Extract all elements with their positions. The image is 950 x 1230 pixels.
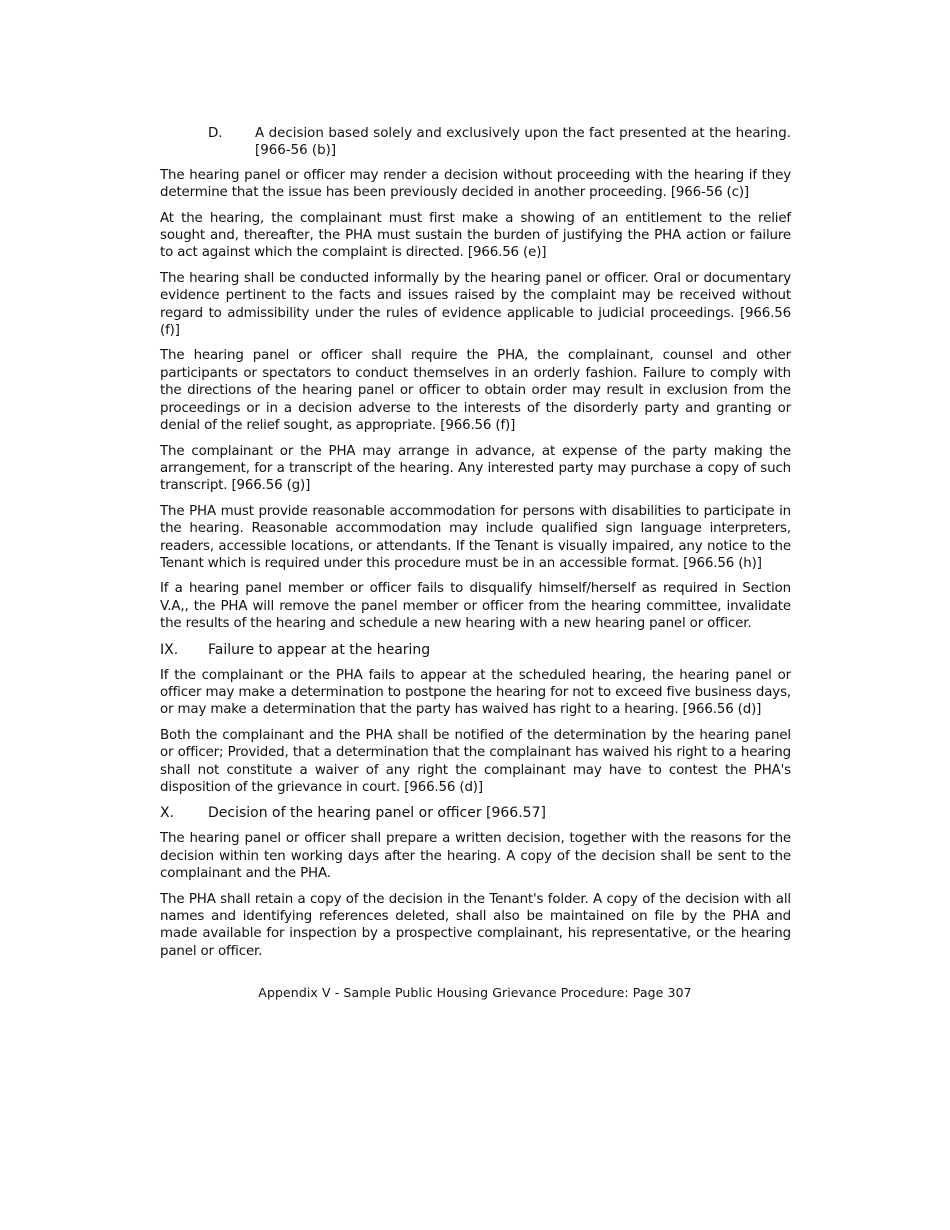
section-number: X.: [160, 805, 175, 822]
section-heading-ix: [160, 641, 791, 659]
paragraph-decision-without-hearing: The hearing panel or officer may render a decision without proceeding with the hearing if they determine that the issue has been previously decided in another proceeding. [966-56 (c)]: [160, 167, 791, 201]
paragraph-burden-of-proof: At the hearing, the complainant must first make a showing of an entitlement to the relief sought and, thereafter, the PHA must sustain the burden of justifying the PHA action or failure to act against which the complaint is directed. [966.56 (e)]: [160, 210, 791, 261]
paragraph-informal-hearing: The hearing shall be conducted informally by the hearing panel or officer. Oral or documentary evidence pertinent to the facts and issues raised by the complaint may be received without regard to admissibility under the rules of evidence applicable to judicial proceedings. [966.56 (f)]: [160, 270, 791, 339]
paragraph-transcript: The complainant or the PHA may arrange in advance, at expense of the party making the arrangement, for a transcript of the hearing. Any interested party may purchase a copy of such transcript. [966.56 (g)]: [160, 443, 791, 494]
list-item-text: A decision based solely and exclusively upon the fact presented at the hearing. [966-56 (b)]: [255, 126, 791, 159]
paragraph-failure-to-appear: If the complainant or the PHA fails to appear at the scheduled hearing, the hearing panel or officer may make a determination to postpone the hearing for not to exceed five business days, or may make a determination that the party has waived has right to a hearing. [966.56 (d)]: [160, 667, 791, 718]
paragraph-retain-copy: The PHA shall retain a copy of the decision in the Tenant's folder. A copy of the decision with all names and identifying references deleted, shall also be maintained on file by the PHA and made available for inspection by a prospective complainant, his representative, or the hearing panel or officer.: [160, 891, 791, 959]
paragraph-accommodation: The PHA must provide reasonable accommodation for persons with disabilities to participate in the hearing. Reasonable accommodation may include qualified sign language interpreters, readers, accessible locations, or attendants. If the Tenant is visually impaired, any notice to the Tenant which is required under this procedure must be in an accessible format. [966.56 (h)]: [160, 503, 791, 571]
section-heading-x: [160, 804, 791, 822]
paragraph-disqualification: If a hearing panel member or officer fails to disqualify himself/herself as required in Section V.A,, the PHA will remove the panel member or officer from the hearing committee, invalidate the results of the hearing and schedule a new hearing with a new hearing panel or officer.: [160, 581, 791, 632]
document-body: [160, 125, 791, 968]
paragraph-notification: Both the complainant and the PHA shall be notified of the determination by the hearing panel or officer; Provided, that a determination that the complainant has waived his right to a hearing shall not constitute a waiver of any right the complainant may have to contest the PHA's disposition of the grievance in court. [966.56 (d)]: [160, 727, 791, 795]
paragraph-orderly-conduct: The hearing panel or officer shall require the PHA, the complainant, counsel and other participants or spectators to conduct themselves in an orderly fashion. Failure to comply with the directions of the hearing panel or officer to obtain order may result in exclusion from the proceedings or in a decision adverse to the interests of the disorderly party and granting or denial of the relief sought, as appropriate. [966.56 (f)]: [160, 348, 791, 434]
section-number: IX.: [160, 641, 179, 658]
paragraph-written-decision: The hearing panel or officer shall prepare a written decision, together with the reasons for the decision within ten working days after the hearing. A copy of the decision shall be sent to the complainant and the PHA.: [160, 831, 791, 882]
list-item-letter: D.: [208, 126, 223, 141]
section-title: Decision of the hearing panel or officer [966.57]: [208, 805, 546, 822]
page-footer: Appendix V - Sample Public Housing Grievance Procedure: Page 307: [258, 985, 692, 1000]
list-item-d: [208, 125, 791, 160]
section-title: Failure to appear at the hearing: [208, 641, 431, 658]
